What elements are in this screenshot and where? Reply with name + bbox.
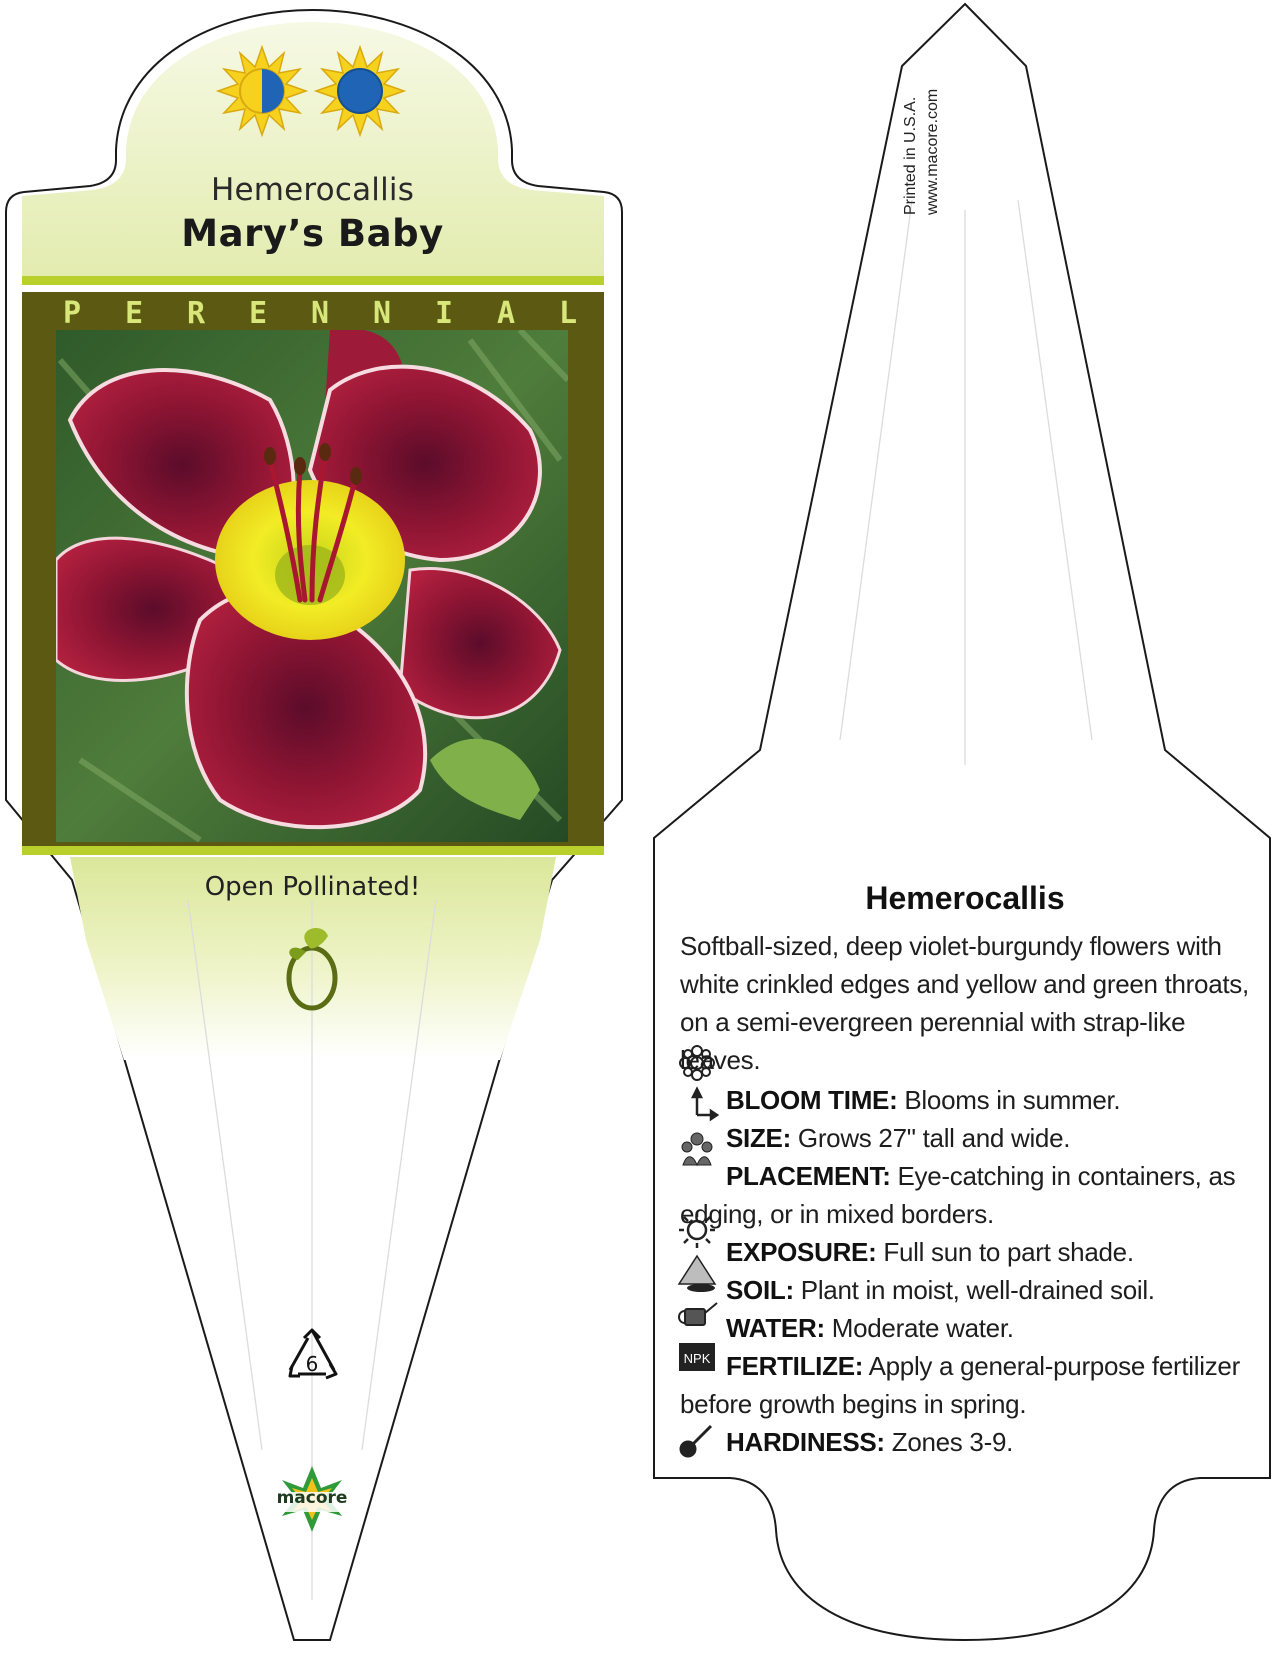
attribute-value: Eye-catching in containers, as edging, or in mixed borders. bbox=[680, 1161, 1236, 1229]
website-text: www.macore.com bbox=[924, 88, 941, 215]
back-description-block bbox=[680, 927, 1260, 1461]
attribute-value: Plant in moist, well-drained soil. bbox=[800, 1275, 1155, 1305]
front-cultivar-name: Mary’s Baby bbox=[181, 212, 444, 255]
category-letter: E bbox=[248, 296, 268, 331]
front-accent-stripe-bottom bbox=[22, 846, 604, 855]
attribute-size bbox=[680, 1119, 1260, 1157]
back-title: Hemerocallis bbox=[865, 880, 1065, 916]
description: Softball-sized, deep violet-burgundy flowers with white crinkled edges and yellow and green throats, on a semi-evergreen perennial with strap-like leaves. bbox=[680, 931, 1249, 1075]
category-letter: A bbox=[496, 296, 516, 331]
category-letter: L bbox=[558, 296, 578, 331]
category-label bbox=[60, 296, 580, 331]
attribute-value: Moderate water. bbox=[831, 1313, 1014, 1343]
attribute-label: EXPOSURE: bbox=[726, 1237, 877, 1267]
category-letter: E bbox=[124, 296, 144, 331]
attribute-label: SIZE: bbox=[726, 1123, 791, 1153]
attribute-exposure bbox=[680, 1233, 1260, 1271]
category-letter: R bbox=[186, 296, 206, 331]
category-letter: N bbox=[310, 296, 330, 331]
attribute-soil bbox=[680, 1271, 1260, 1309]
attribute-value: Grows 27" tall and wide. bbox=[797, 1123, 1071, 1153]
attribute-value: Apply a general-purpose fertilizer before growth begins in spring. bbox=[680, 1351, 1240, 1419]
print-info bbox=[900, 89, 944, 215]
tagline: Open Pollinated! bbox=[204, 872, 421, 902]
recycle-code: 6 bbox=[305, 1352, 319, 1376]
attribute-value: Blooms in summer. bbox=[904, 1085, 1121, 1115]
attribute-fertilize bbox=[680, 1347, 1260, 1423]
attribute-label: FERTILIZE: bbox=[726, 1351, 864, 1381]
category-letter: N bbox=[372, 296, 392, 331]
attribute-hardiness bbox=[680, 1423, 1260, 1461]
daylily-photo bbox=[56, 329, 568, 843]
svg-text:NPK: NPK bbox=[683, 1351, 711, 1366]
front-accent-stripe-top bbox=[22, 276, 604, 285]
brand-name: macore bbox=[276, 1488, 348, 1508]
attribute-placement bbox=[680, 1157, 1260, 1233]
attribute-label: WATER: bbox=[726, 1313, 825, 1343]
attribute-label: HARDINESS: bbox=[726, 1427, 885, 1457]
category-letter: I bbox=[434, 296, 454, 331]
attribute-water bbox=[680, 1309, 1260, 1347]
attribute-label: BLOOM TIME: bbox=[726, 1085, 898, 1115]
attribute-value: Full sun to part shade. bbox=[883, 1237, 1134, 1267]
attribute-value: Zones 3-9. bbox=[891, 1427, 1014, 1457]
category-letter: P bbox=[62, 296, 82, 331]
printed-in-text: Printed in U.S.A. bbox=[902, 96, 919, 215]
attribute-bloom-time bbox=[680, 1081, 1260, 1119]
front-genus-name: Hemerocallis bbox=[210, 172, 415, 208]
attribute-label: SOIL: bbox=[726, 1275, 794, 1305]
attribute-label: PLACEMENT: bbox=[726, 1161, 891, 1191]
